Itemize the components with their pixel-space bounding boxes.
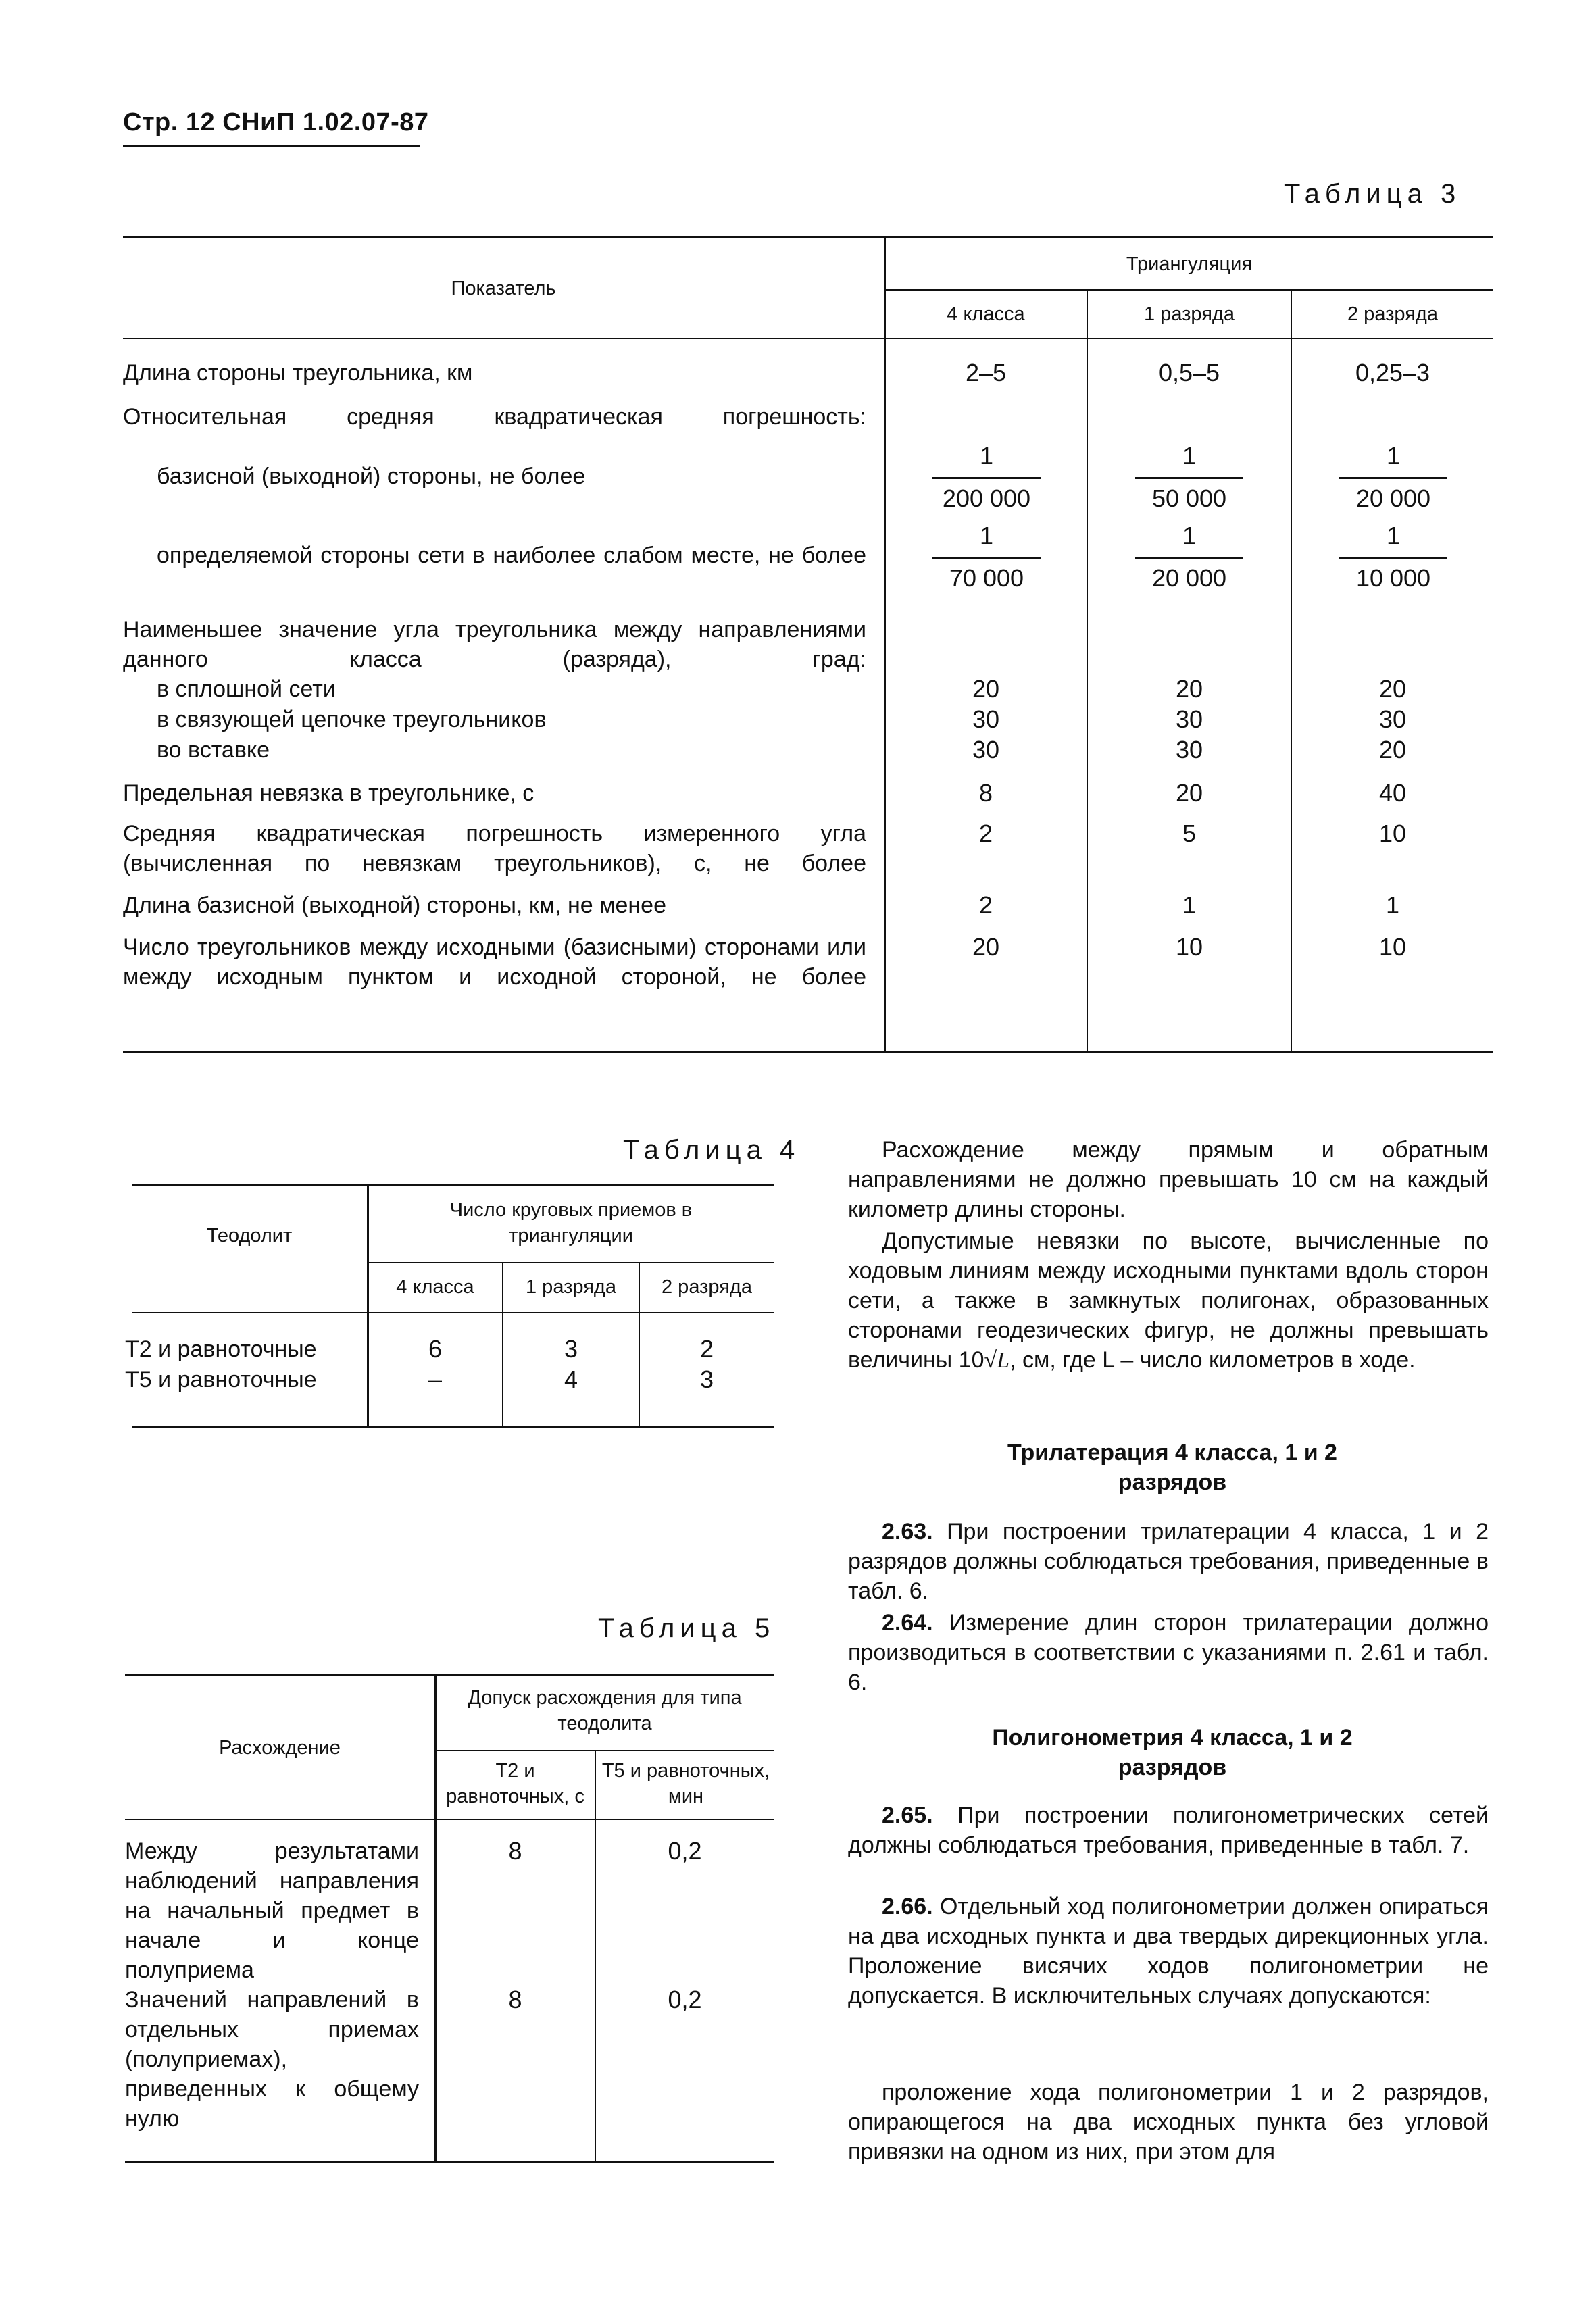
table3-cell: 10: [1378, 933, 1407, 961]
table3-top-rule: [123, 236, 1493, 238]
table3-row-label: Средняя квадратическая погрешность измеренного угла (вычисленная по невязкам треугольников), с, не более: [123, 821, 866, 876]
fraction-denominator: 200 000: [942, 484, 1031, 512]
paragraph-text: , см, где L – число километров в ходе.: [1009, 1347, 1416, 1373]
table5-cell: 0,2: [668, 1837, 702, 1865]
table3-header-indicator: Показатель: [451, 278, 556, 299]
table3-cell: 20: [972, 675, 1000, 703]
table3-header-col: 1 разряда: [1144, 303, 1235, 325]
table4-cell: –: [428, 1365, 443, 1393]
table5-row-label: Значений направлений в отдельных приемах (полуприемах), приведенных к общему нулю: [125, 1987, 419, 2132]
clause-number: 2.64.: [882, 1610, 933, 1636]
table3-cell: 30: [1378, 705, 1407, 733]
table3-row-label: Число треугольников между исходными (базисными) сторонами или между исходным пунктом и исходной стороной, не более: [123, 934, 866, 990]
table5-row-label: Между результатами наблюдений направления на начальный предмет в начале и конце полуприема: [125, 1838, 419, 1983]
table3-bottom-rule: [123, 1051, 1493, 1053]
table5-cell: 0,2: [668, 1986, 702, 2013]
table4-header-col: 4 класса: [396, 1276, 474, 1298]
table5-group-rule: [436, 1750, 774, 1751]
table3-fraction: [932, 439, 1041, 515]
table3-cell: 20: [1378, 736, 1407, 763]
table4-header-rule: [132, 1312, 774, 1313]
table3-header-triangulation: Триангуляция: [1126, 253, 1253, 275]
table4-row-label: Т2 и равноточные: [125, 1336, 317, 1362]
table4-header-col: 1 разряда: [526, 1276, 616, 1298]
table3-cell: 30: [972, 736, 1000, 763]
table5-header-discrepancy: Расхождение: [219, 1737, 341, 1759]
table4-header-theodolite: Теодолит: [206, 1225, 293, 1247]
text-paragraph: Расхождение между прямым и обратным направлениями не должно превышать 10 см на каждый километр длины стороны.: [848, 1137, 1489, 1222]
table4-caption: Таблица 4: [623, 1135, 801, 1165]
clause-text: При построении полигонометрических сетей должны соблюдаться требования, приведенные в табл. 7.: [848, 1803, 1489, 1858]
table5-col-divider: [434, 1674, 437, 2161]
fraction-bar: [1339, 557, 1447, 559]
table3-header-rule: [123, 338, 1493, 339]
table4-cell: 4: [564, 1365, 578, 1393]
table5-bottom-rule: [125, 2161, 774, 2163]
page-header: Стр. 12 СНиП 1.02.07-87: [123, 108, 429, 136]
clause-text: При построении трилатерации 4 класса, 1 и 2 разрядов должны соблюдаться требования, приведенные в табл. 6.: [848, 1519, 1489, 1604]
table3-fraction: [932, 519, 1041, 595]
section-title-trilateration: Трилатерация 4 класса, 1 и 2 разрядов: [1007, 1440, 1337, 1495]
paragraph-text: Допустимые невязки по высоте, вычисленные по ходовым линиям между исходными пунктами вдоль сторон сети, а также в замкнутых полигонах, образованных сторонами геодезических фигур, не должны превышать величины 10: [848, 1228, 1489, 1373]
clause-2-64: [848, 1608, 1489, 1697]
clause-text: Измерение длин сторон трилатерации должно производиться в соответствии с указаниями п. 2.61 и табл. 6.: [848, 1610, 1489, 1695]
table4-group-rule: [368, 1262, 774, 1263]
table5-cell: 8: [508, 1986, 522, 2013]
table3-row-label: Длина стороны треугольника, км: [123, 360, 473, 386]
table3-cell: 0,5–5: [1158, 359, 1220, 386]
text-paragraph: [848, 1226, 1489, 1376]
table3-cell: 1: [1182, 891, 1197, 919]
table3-cell: 2: [978, 891, 993, 919]
section-title-polygonometry: Полигонометрия 4 класса, 1 и 2 разрядов: [992, 1725, 1353, 1780]
table3-cell: 30: [1175, 705, 1203, 733]
table5-caption: Таблица 5: [598, 1613, 776, 1643]
table3-row-sublabel: в связующей цепочке треугольников: [157, 707, 547, 732]
table3-row-sublabel: во вставке: [157, 737, 270, 763]
table3-caption: Таблица 3: [1284, 179, 1462, 209]
fraction-numerator: 1: [1182, 522, 1197, 549]
table4-top-rule: [132, 1184, 774, 1186]
table3-cell: 20: [1175, 675, 1203, 703]
table3-fraction: [1339, 439, 1447, 515]
clause-2-63: [848, 1517, 1489, 1606]
table3-cell: 30: [972, 705, 1000, 733]
table3-row-label: Относительная средняя квадратическая погрешность:: [123, 404, 866, 430]
table3-header-col: 4 класса: [947, 303, 1025, 325]
formula-sqrt-l: √L: [984, 1348, 1010, 1373]
clause-2-65: [848, 1801, 1489, 1860]
table4-cell: 2: [699, 1335, 714, 1363]
table5-header-group: Допуск расхождения для типа теодолита: [468, 1687, 742, 1734]
table3-cell: 2: [978, 820, 993, 847]
table3-cell: 40: [1378, 779, 1407, 807]
table3-fraction: [1135, 439, 1243, 515]
table3-cell: 8: [978, 779, 993, 807]
table4-cell: 3: [564, 1335, 578, 1363]
clause-number: 2.63.: [882, 1519, 933, 1544]
table4-cell: 6: [428, 1335, 443, 1363]
fraction-denominator: 50 000: [1151, 484, 1227, 512]
table3-row-sublabel: в сплошной сети: [157, 676, 336, 702]
fraction-bar: [932, 557, 1041, 559]
fraction-denominator: 70 000: [949, 564, 1024, 592]
table3-cell: 5: [1182, 820, 1197, 847]
table3-cell: 0,25–3: [1355, 359, 1430, 386]
table3-fraction: [1135, 519, 1243, 595]
table3-cell: 2–5: [965, 359, 1007, 386]
table3-cell: 20: [1378, 675, 1407, 703]
fraction-numerator: 1: [979, 522, 994, 549]
table3-fraction: [1339, 519, 1447, 595]
table3-row-label: Длина базисной (выходной) стороны, км, не менее: [123, 892, 666, 918]
fraction-bar: [1135, 557, 1243, 559]
clause-text: Отдельный ход полигонометрии должен опираться на два исходных пункта и два твердых дирекционных угла. Проложение висячих ходов полигонометрии не допускается. В исключительных случаях допускаются:: [848, 1894, 1489, 2009]
table3-group-rule: [885, 289, 1493, 291]
table4-row-label: Т5 и равноточные: [125, 1367, 317, 1392]
table5-col-divider: [595, 1750, 596, 2161]
table5-header-rule: [125, 1819, 774, 1820]
table3-row-label: базисной (выходной) стороны, не более: [157, 463, 586, 489]
fraction-bar: [1339, 477, 1447, 479]
table3-cell: 10: [1378, 820, 1407, 847]
fraction-denominator: 20 000: [1151, 564, 1227, 592]
fraction-denominator: 20 000: [1355, 484, 1431, 512]
table4-bottom-rule: [132, 1426, 774, 1428]
table5-cell: 8: [508, 1837, 522, 1865]
table3-cell: 20: [972, 933, 1000, 961]
table3-row-label: Наименьшее значение угла треугольника между направлениями данного класса (разряда), град:: [123, 617, 866, 672]
table5-header-col: Т2 и равноточных, с: [446, 1760, 584, 1807]
table3-cell: 10: [1175, 933, 1203, 961]
fraction-bar: [932, 477, 1041, 479]
fraction-numerator: 1: [1386, 522, 1401, 549]
table3-cell: 20: [1175, 779, 1203, 807]
text-paragraph: проложение хода полигонометрии 1 и 2 разрядов, опирающегося на два исходных пункта без угловой привязки на одном из них, при этом для: [848, 2080, 1489, 2165]
fraction-bar: [1135, 477, 1243, 479]
clause-number: 2.65.: [882, 1803, 933, 1828]
table5-top-rule: [125, 1674, 774, 1676]
table5-header-col: Т5 и равноточных, мин: [601, 1760, 770, 1807]
fraction-numerator: 1: [979, 442, 994, 470]
table4-header-group: Число круговых приемов в триангуляции: [449, 1199, 693, 1247]
fraction-numerator: 1: [1182, 442, 1197, 470]
header-underline: [123, 145, 420, 147]
table3-cell: 1: [1385, 891, 1400, 919]
table3-cell: 30: [1175, 736, 1203, 763]
clause-2-66: [848, 1892, 1489, 2011]
table4-cell: 3: [699, 1365, 714, 1393]
fraction-numerator: 1: [1386, 442, 1401, 470]
clause-number: 2.66.: [882, 1894, 933, 1919]
table3-row-label: определяемой стороны сети в наиболее слабом месте, не более: [157, 543, 866, 568]
fraction-denominator: 10 000: [1355, 564, 1431, 592]
table3-header-col: 2 разряда: [1347, 303, 1438, 325]
table4-header-col: 2 разряда: [662, 1276, 752, 1298]
table3-row-label: Предельная невязка в треугольнике, с: [123, 780, 534, 806]
